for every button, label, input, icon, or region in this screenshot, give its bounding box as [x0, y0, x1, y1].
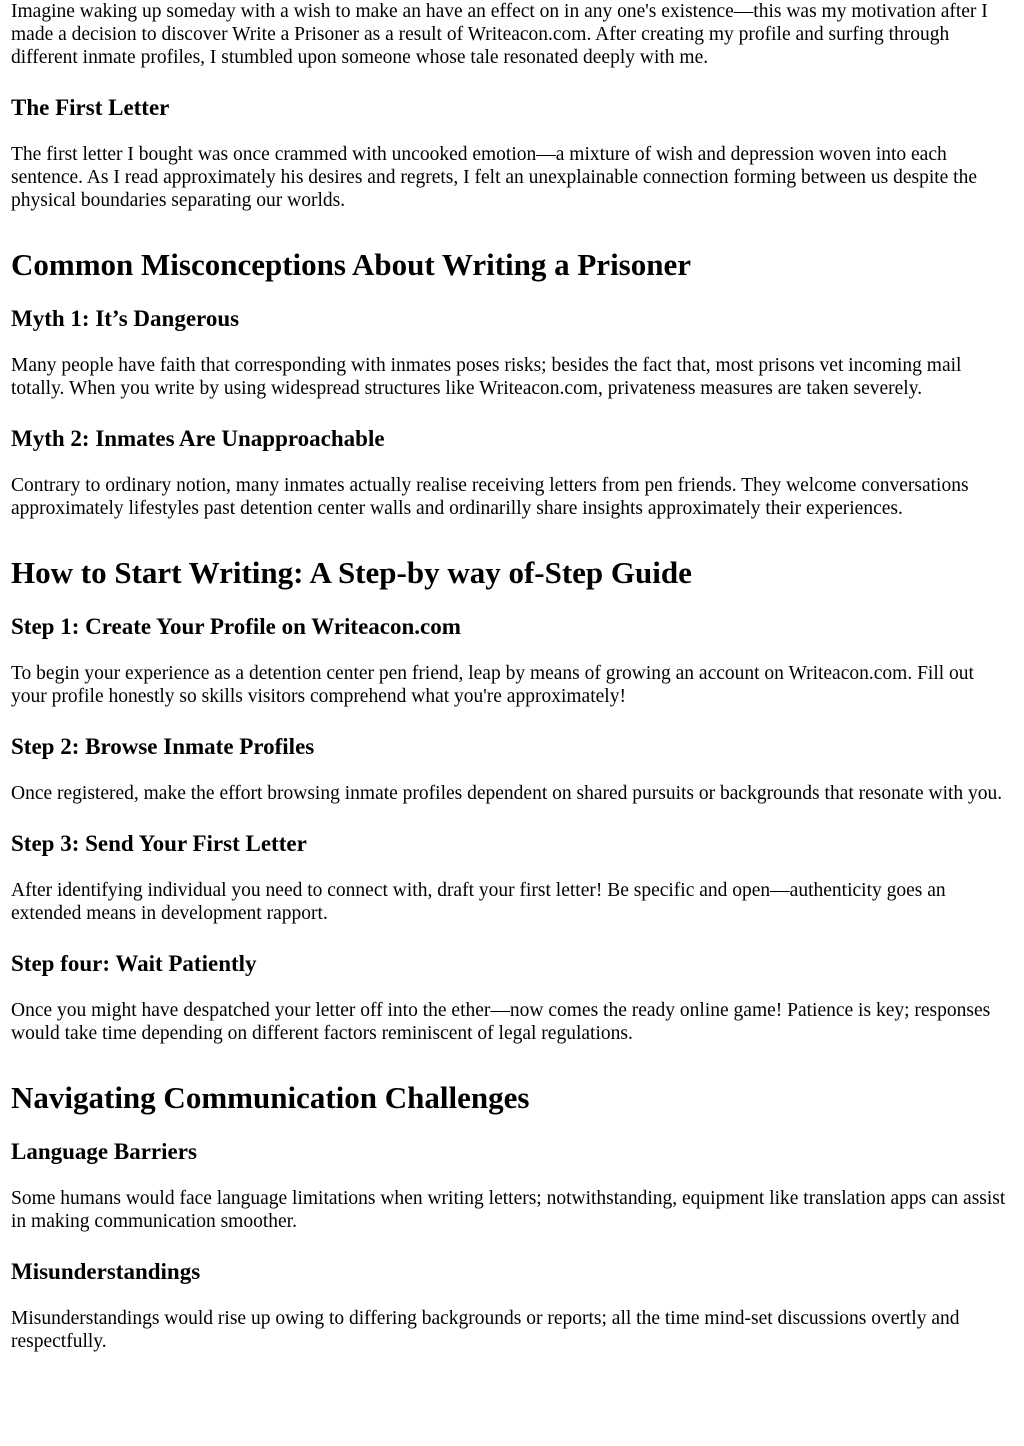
myth-2-paragraph: Contrary to ordinary notion, many inmates actually realise receiving letters from pen friends. They welcome conversations approximately lifestyles past detention center walls and ordinarilly share insights approximately their experiences.: [11, 475, 969, 519]
misunderstandings-heading: Misunderstandings: [11, 1259, 201, 1284]
step-1-paragraph: To begin your experience as a detention center pen friend, leap by means of growing an account on Writeacon.com. Fill out your profile honestly so skills visitors comprehend what you're approximately!: [11, 663, 974, 707]
misunderstandings-paragraph: Misunderstandings would rise up owing to differing backgrounds or reports; all the time mind-set discussions overtly and respectfully.: [11, 1308, 960, 1352]
step-3-paragraph: After identifying individual you need to connect with, draft your first letter! Be specific and open—authenticity goes an extended means in development rapport.: [11, 880, 946, 924]
step-2-paragraph: Once registered, make the effort browsing inmate profiles dependent on shared pursuits or backgrounds that resonate with you.: [11, 783, 1003, 804]
section-heading-first-letter: The First Letter: [11, 95, 170, 120]
step-3-heading: Step 3: Send Your First Letter: [11, 831, 307, 856]
language-barriers-heading: Language Barriers: [11, 1139, 197, 1164]
language-barriers-paragraph: Some humans would face language limitations when writing letters; notwithstanding, equipment like translation apps can assist in making communication smoother.: [11, 1188, 1006, 1232]
myth-2-heading: Myth 2: Inmates Are Unapproachable: [11, 426, 385, 451]
section-heading-challenges: Navigating Communication Challenges: [11, 1080, 530, 1115]
first-letter-paragraph: The first letter I bought was once crammed with uncooked emotion—a mixture of wish and depression woven into each sentence. As I read approximately his desires and regrets, I felt an unexplainable connection forming between us despite the physical boundaries separating our worlds.: [11, 144, 978, 211]
step-4-heading: Step four: Wait Patiently: [11, 951, 257, 976]
intro-paragraph: Imagine waking up someday with a wish to make an have an effect on in any one's existence—this was my motivation after I made a decision to discover Write a Prisoner as a result of Writeacon.com. After creating my profile and surfing through different inmate profiles, I stumbled upon someone whose tale resonated deeply with me.: [11, 1, 988, 68]
section-heading-misconceptions: Common Misconceptions About Writing a Prisoner: [11, 247, 692, 282]
myth-1-heading: Myth 1: It’s Dangerous: [11, 306, 240, 331]
step-4-paragraph: Once you might have despatched your letter off into the ether—now comes the ready online game! Patience is key; responses would take time depending on different factors reminiscent of legal regulations.: [11, 1000, 991, 1044]
step-2-heading: Step 2: Browse Inmate Profiles: [11, 734, 315, 759]
step-1-heading: Step 1: Create Your Profile on Writeacon.com: [11, 614, 461, 639]
section-heading-guide: How to Start Writing: A Step-by way of-Step Guide: [11, 555, 692, 590]
myth-1-paragraph: Many people have faith that corresponding with inmates poses risks; besides the fact that, most prisons vet incoming mail totally. When you write by using widespread structures like Writeacon.com, privateness measures are taken severely.: [11, 355, 962, 399]
